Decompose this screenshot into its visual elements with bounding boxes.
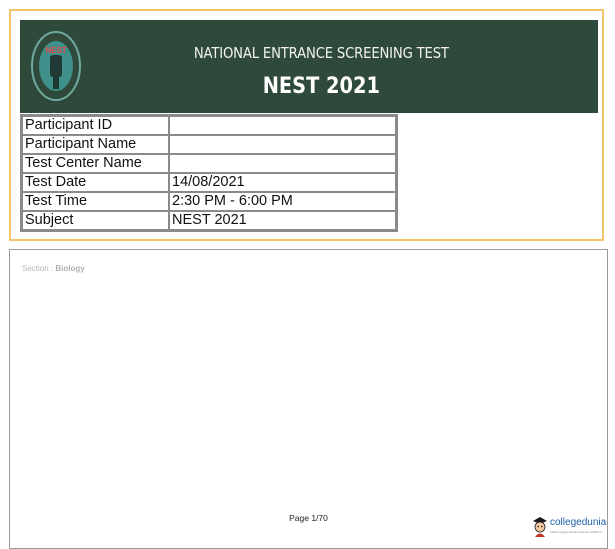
participant-info-table xyxy=(20,114,398,232)
banner-title: NATIONAL ENTRANCE SCREENING TEST xyxy=(193,44,449,62)
header-card xyxy=(9,9,604,241)
table-row xyxy=(22,211,396,230)
table-row xyxy=(22,116,396,135)
subject-label: Subject xyxy=(22,211,169,230)
test-date-value: 14/08/2021 xyxy=(169,173,396,192)
test-time-label: Test Time xyxy=(22,192,169,211)
table-row xyxy=(22,192,396,211)
participant-id-value xyxy=(169,116,396,135)
participant-name-value xyxy=(169,135,396,154)
subject-value: NEST 2021 xyxy=(169,211,396,230)
test-center-name-label: Test Center Name xyxy=(22,154,169,173)
header-banner xyxy=(20,20,598,113)
table-row xyxy=(22,154,396,173)
test-date-label: Test Date xyxy=(22,173,169,192)
table-row xyxy=(22,135,396,154)
section-label xyxy=(22,264,85,273)
participant-name-label: Participant Name xyxy=(22,135,169,154)
section-prefix: Section : xyxy=(22,264,56,273)
question-page xyxy=(9,249,608,549)
banner-subtitle: NEST 2021 xyxy=(262,74,380,99)
brand-name: collegedunia xyxy=(550,517,607,528)
test-time-value: 2:30 PM - 6:00 PM xyxy=(169,192,396,211)
section-name: Biology xyxy=(55,264,85,273)
logo-text: NEST xyxy=(45,46,67,55)
mascot-icon xyxy=(531,515,549,537)
test-center-name-value xyxy=(169,154,396,173)
participant-id-label: Participant ID xyxy=(22,116,169,135)
table-row xyxy=(22,173,396,192)
brand-tagline: India's largest Student Review Platform xyxy=(550,530,603,534)
collegedunia-brand xyxy=(531,515,611,539)
page-number: Page 1/70 xyxy=(289,513,328,523)
